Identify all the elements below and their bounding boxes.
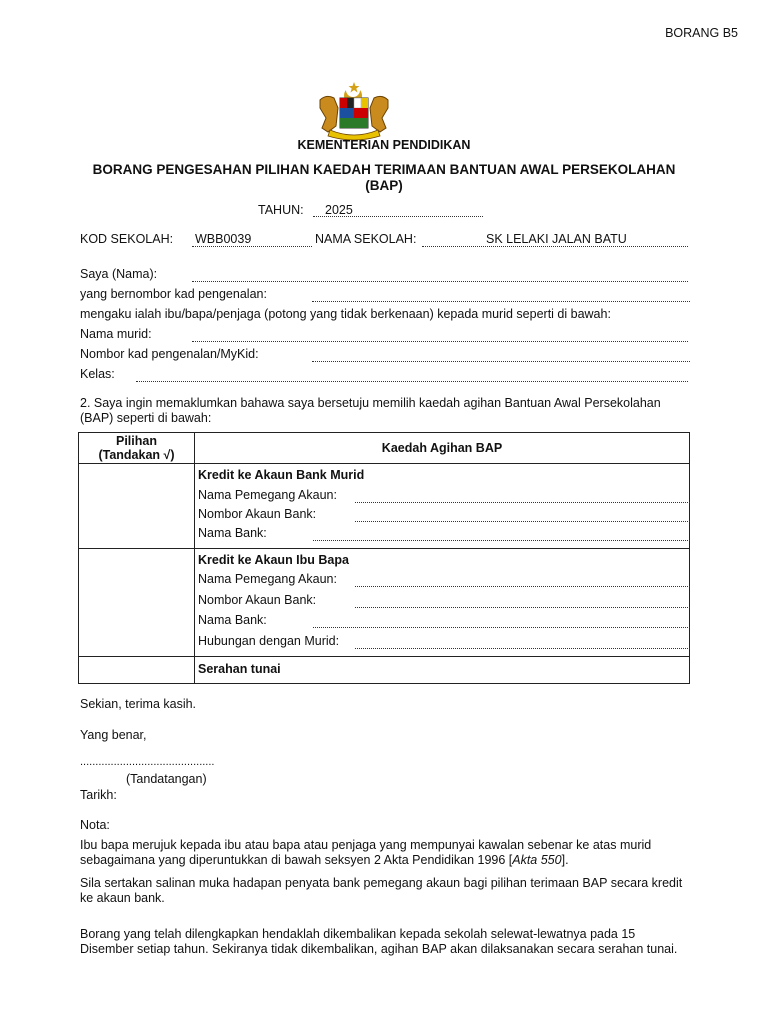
- class-label: Kelas:: [80, 367, 115, 381]
- option-cash: [195, 657, 690, 684]
- school-code-line: [192, 246, 312, 247]
- choice-header-line2: (Tandakan √): [98, 448, 175, 462]
- year-label: TAHUN:: [258, 203, 304, 217]
- ministry-name: KEMENTERIAN PENDIDIKAN: [297, 138, 471, 152]
- student-ic-label: Nombor kad pengenalan/MyKid:: [80, 347, 259, 361]
- signature-line[interactable]: ............................................: [80, 756, 215, 768]
- bap-method-table: [78, 432, 690, 684]
- signature-label: (Tandatangan): [126, 772, 207, 786]
- choice-cell-cash[interactable]: [79, 657, 195, 684]
- holder-label: Nama Pemegang Akaun:: [198, 488, 337, 502]
- bank-field[interactable]: [313, 540, 690, 541]
- parent-name-label: Saya (Nama):: [80, 267, 158, 281]
- note-1-line2: [80, 853, 569, 867]
- sincerely-text: Yang benar,: [80, 728, 147, 742]
- year-value[interactable]: 2025: [325, 203, 353, 217]
- coat-of-arms-logo: [316, 80, 392, 143]
- notes-heading: Nota:: [80, 818, 110, 832]
- option-parent-bank: [195, 549, 690, 657]
- note-1-line1: Ibu bapa merujuk kepada ibu atau bapa atau penjaga yang mempunyai kawalan sebenar ke atas murid: [80, 838, 652, 852]
- note-1-text: sebagaimana yang diperuntukkan di bawah seksyen 2 Akta Pendidikan 1996 [: [80, 853, 513, 867]
- holder-field[interactable]: [355, 586, 690, 587]
- option-title: Kredit ke Akaun Ibu Bapa: [198, 553, 349, 567]
- parent-ic-label: yang bernombor kad pengenalan:: [80, 287, 267, 301]
- note-3-line2: Disember setiap tahun. Sekiranya tidak dikembalikan, agihan BAP akan dilaksanakan secara serahan tunai.: [80, 942, 678, 956]
- table-header-row: [79, 433, 690, 464]
- option-title: Serahan tunai: [198, 662, 281, 676]
- note-2-line1: Sila sertakan salinan muka hadapan penyata bank pemegang akaun bagi pilihan terimaan BAP secara kredit: [80, 876, 683, 890]
- class-field[interactable]: [136, 381, 688, 382]
- account-field[interactable]: [355, 607, 690, 608]
- account-label: Nombor Akaun Bank:: [198, 507, 317, 521]
- table-row: [79, 657, 690, 684]
- note-2-line2: ke akaun bank.: [80, 891, 165, 905]
- student-name-label: Nama murid:: [80, 327, 152, 341]
- paragraph-2-line1: 2. Saya ingin memaklumkan bahawa saya bersetuju memilih kaedah agihan Bantuan Awal Persekolahan: [80, 396, 661, 410]
- student-ic-field[interactable]: [312, 361, 690, 362]
- choice-column-header: [79, 433, 195, 464]
- thanks-text: Sekian, terima kasih.: [80, 697, 197, 711]
- parent-name-field[interactable]: [192, 281, 688, 282]
- form-title-line2: (BAP): [365, 178, 403, 193]
- declaration-text: mengaku ialah ibu/bapa/penjaga (potong yang tidak berkenaan) kepada murid seperti di bawah:: [80, 307, 611, 321]
- option-student-bank: [195, 464, 690, 549]
- table-row: [79, 464, 690, 549]
- bank-field[interactable]: [313, 627, 690, 628]
- parent-ic-field[interactable]: [312, 301, 690, 302]
- account-label: Nombor Akaun Bank:: [198, 593, 317, 607]
- relation-label: Hubungan dengan Murid:: [198, 634, 340, 648]
- option-title: Kredit ke Akaun Bank Murid: [198, 468, 365, 482]
- year-field-line: [313, 216, 483, 217]
- student-name-field[interactable]: [192, 341, 688, 342]
- paragraph-2-line2: (BAP) seperti di bawah:: [80, 411, 212, 425]
- bank-label: Nama Bank:: [198, 526, 267, 540]
- school-code-value[interactable]: WBB0039: [195, 232, 252, 246]
- bank-label: Nama Bank:: [198, 613, 267, 627]
- date-label: Tarikh:: [80, 788, 117, 802]
- act-reference: Akta 550: [512, 853, 562, 867]
- table-row: [79, 549, 690, 657]
- method-column-header: [195, 433, 690, 464]
- holder-label: Nama Pemegang Akaun:: [198, 572, 337, 586]
- school-name-label: NAMA SEKOLAH:: [315, 232, 417, 246]
- form-title-line1: BORANG PENGESAHAN PILIHAN KAEDAH TERIMAAN BANTUAN AWAL PERSEKOLAHAN: [92, 162, 676, 177]
- account-field[interactable]: [355, 521, 690, 522]
- school-name-line: [422, 246, 688, 247]
- form-code: BORANG B5: [665, 26, 738, 40]
- holder-field[interactable]: [355, 502, 690, 503]
- school-code-label: KOD SEKOLAH:: [80, 232, 174, 246]
- school-name-value[interactable]: SK LELAKI JALAN BATU: [486, 232, 627, 246]
- relation-field[interactable]: [355, 648, 690, 649]
- note-1-text-end: ].: [561, 853, 569, 867]
- choice-cell-parent-bank[interactable]: [79, 549, 195, 657]
- choice-header-line1: Pilihan: [116, 434, 157, 448]
- method-header-label: Kaedah Agihan BAP: [381, 441, 503, 455]
- note-3-line1: Borang yang telah dilengkapkan hendaklah dikembalikan kepada sekolah selewat-lewatnya pada 15: [80, 927, 636, 941]
- choice-cell-student-bank[interactable]: [79, 464, 195, 549]
